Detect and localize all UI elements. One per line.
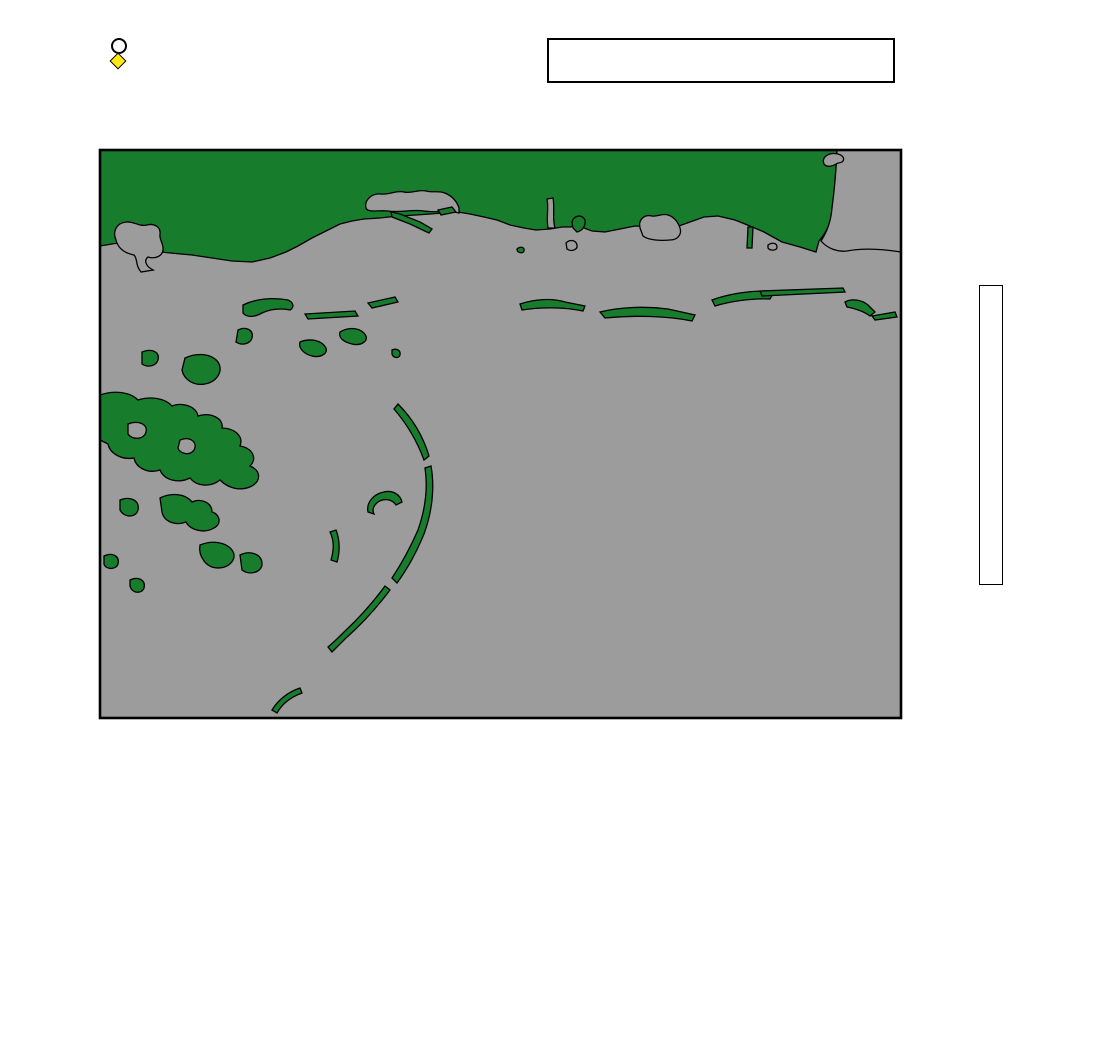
marsh-bit-9 (130, 578, 144, 592)
marsh-channel-2 (178, 439, 195, 454)
islet-dot (517, 247, 524, 252)
speed-colorbar (979, 285, 1003, 585)
marsh-bit-7 (240, 553, 262, 573)
marsh-bit-5 (120, 498, 138, 516)
islet-sliver (747, 227, 753, 248)
marsh-bit-3 (236, 328, 252, 344)
marsh-bit-1 (142, 350, 158, 366)
marsh-channel-1 (128, 422, 146, 438)
pascagoula-river (547, 198, 555, 228)
bayou-bay (640, 214, 681, 240)
pond-1 (566, 241, 577, 251)
sound-islet-3 (392, 349, 400, 357)
pond-2 (768, 243, 777, 250)
marsh-bit-8 (104, 554, 118, 568)
marsh-bit-2 (182, 355, 220, 385)
